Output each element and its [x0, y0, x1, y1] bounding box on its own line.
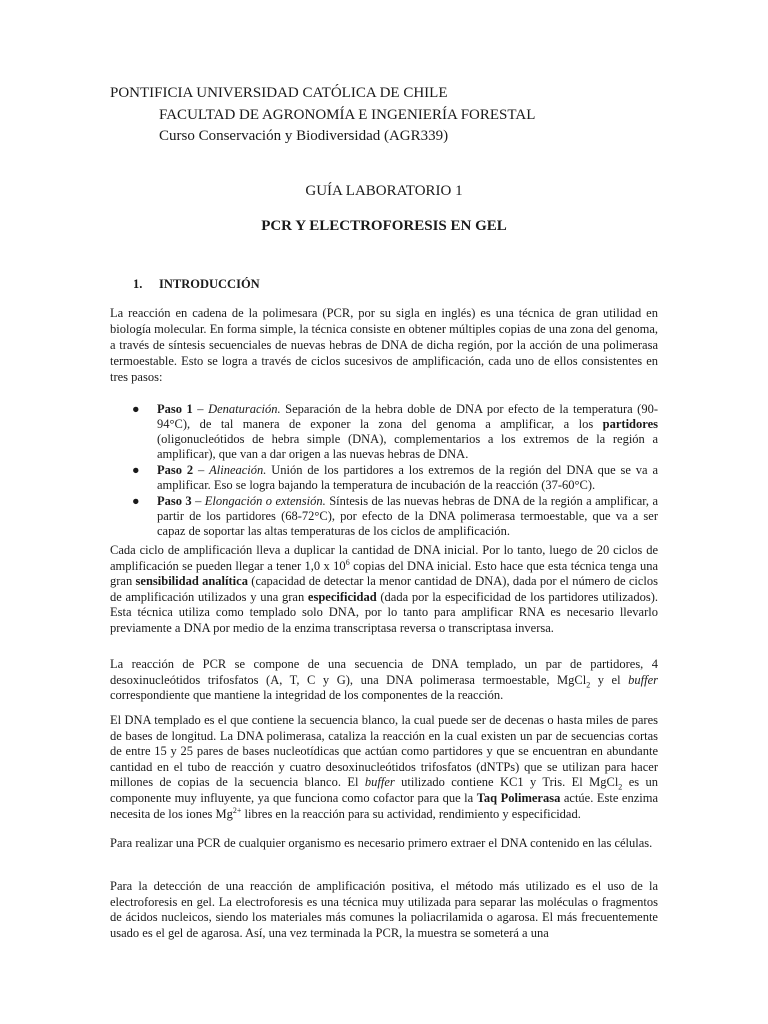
- step-text: Unión de los partidores a los extremos de la región del DNA que se va a amplificar. Eso se logra bajando la temperatura de incubación de la reacción (37-60°C).: [157, 463, 659, 492]
- intro-text: La reacción en cadena de la polimesara (PCR, por su sigla en inglés) es una técnica de gran utilidad en biología molecular. En forma simple, la técnica consiste en obtener múltiples copias de una zona del genoma, a través de síntesis secuenciales de nuevas hebras de DNA de dicha región, por la acción de una polimerasa termoestable. Esto se logra a través de ciclos sucesivos de amplificación, cada uno de ellos consistentes en tres pasos:: [110, 306, 658, 384]
- extraction-paragraph: [110, 836, 658, 852]
- faculty-name: FACULTAD DE AGRONOMÍA E INGENIERÍA FORESTAL: [159, 107, 536, 123]
- step-dash: –: [192, 402, 209, 416]
- bold-term: Taq Polimerasa: [476, 790, 561, 805]
- bullet-icon: ●: [132, 463, 140, 477]
- step-label: Paso 2: [157, 463, 194, 477]
- text-run: Para realizar una PCR de cualquier organismo es necesario primero extraer el DNA contenido en las células.: [110, 836, 653, 850]
- course-name: Curso Conservación y Biodiversidad (AGR339): [159, 128, 449, 144]
- step-dash: –: [191, 494, 205, 508]
- bold-term: especificidad: [307, 589, 377, 604]
- detection-paragraph: [110, 879, 658, 941]
- italic-term: buffer: [628, 672, 658, 687]
- step-label: Paso 1: [157, 402, 193, 416]
- text-run: copias del DNA inicial. Esto hace que esta técnica tenga una gran: [110, 558, 658, 588]
- text-run: (capacidad de detectar la menor cantidad de DNA), dada por el número de ciclos de amplificación utilizados y una gran: [110, 574, 658, 604]
- document-title: PCR Y ELECTROFORESIS EN GEL: [261, 218, 507, 234]
- text-run: actúe. Este enzima necesita de los iones Mg: [110, 790, 658, 821]
- italic-term: buffer: [364, 775, 395, 790]
- step-bold-term: partidores: [602, 417, 658, 431]
- subscript: 2: [618, 782, 623, 792]
- step-name: Alineación.: [209, 463, 267, 477]
- cycles-paragraph: [110, 543, 658, 636]
- step-text-rest: (oligonucleótidos de hebra simple (DNA), complementarios a los extremos de la región a amplificar), que van a dar origen a las nuevas hebras de DNA.: [157, 432, 658, 461]
- guide-label: GUÍA LABORATORIO 1: [305, 183, 463, 199]
- step-text: Síntesis de las nuevas hebras de DNA de la región a amplificar, a partir de los partidores (68-72°C), por efecto de la DNA polimerasa termoestable, que va a ser capaz de soportar las altas temperaturas de los ciclos de amplificación.: [157, 494, 659, 538]
- bullet-icon: ●: [132, 494, 140, 508]
- text-run: La reacción de PCR se compone de una secuencia de DNA templado, un par de partidores, 4 desoxinucleótidos trifosfatos (A, T, C y G), una DNA polimerasa termoestable, MgCl: [110, 657, 658, 687]
- bold-term: sensibilidad analítica: [135, 574, 248, 588]
- text-run: Para la detección de una reacción de amplificación positiva, el método más utilizado es el uso de la electroforesis en gel. La electroforesis es una técnica muy utilizada para separar las moléculas o fragmentos de ácidos nucleicos, siendo los materiales más comunes la poliacrilamida o agarosa. El más frecuentemente usado es el gel de agarosa. Así, una vez terminada la PCR, la muestra se someterá a una: [110, 879, 658, 940]
- list-item: [110, 463, 658, 493]
- text-run: correspondiente que mantiene la integridad de los componentes de la reacción.: [110, 688, 504, 702]
- step-dash: –: [193, 463, 210, 477]
- text-run: es un componente muy influyente, ya que funciona como cofactor para que la: [110, 775, 658, 805]
- text-run: utilizado contiene KC1 y Tris. El MgCl: [394, 775, 619, 790]
- components-paragraph: [110, 657, 658, 704]
- template-paragraph: [110, 713, 658, 822]
- text-run: Cada ciclo de amplificación lleva a duplicar la cantidad de DNA inicial. Por lo tanto, luego de 20 ciclos de amplificación se pueden llegar a tener 1,0 x 10: [110, 543, 658, 573]
- intro-paragraph: [110, 305, 658, 385]
- list-item: [110, 494, 658, 539]
- bullet-icon: ●: [132, 402, 140, 416]
- step-name: Elongación o extensión.: [204, 494, 326, 508]
- step-name: Denaturación.: [208, 402, 281, 416]
- text-run: y el: [590, 672, 629, 687]
- text-run: libres en la reacción para su actividad, rendimiento y especificidad.: [241, 806, 581, 821]
- subscript: 2: [586, 680, 591, 689]
- steps-list: [110, 402, 658, 540]
- step-text: Separación de la hebra doble de DNA por efecto de la temperatura (90-94°C), de tal manera de exponer la zona del genoma a amplificar, a los: [157, 402, 659, 431]
- step-label: Paso 3: [157, 494, 192, 508]
- exponent: 6: [345, 557, 350, 567]
- section-heading: [133, 277, 260, 292]
- text-run: (dada por la especificidad de los partidores utilizados). Esta técnica utiliza como templado solo DNA, por lo tanto para amplificar RNA es necesario llevarlo previamente a DNA por medio de la enzima transcriptasa reversa o transcriptasa inversa.: [110, 589, 658, 635]
- text-run: El DNA templado es el que contiene la secuencia blanco, la cual puede ser de decenas o hasta miles de pares de bases de longitud. La DNA polimerasa, cataliza la reacción en la cual existen un par de secuencias cortas de entre 15 y 25 pares de bases nucleotídicas que actúan como partidores y que se encuentran en abundante cantidad en el tubo de reacción y cuatro desoxinucleótidos trifosfatos (dNTPs) que se utilizan para hacer millones de copias de la secuencia blanco. El: [110, 713, 658, 790]
- section-title: INTRODUCCIÓN: [159, 277, 260, 291]
- superscript: 2+: [232, 805, 242, 815]
- list-item: [110, 402, 658, 462]
- section-number: 1.: [133, 277, 143, 291]
- university-name: PONTIFICIA UNIVERSIDAD CATÓLICA DE CHILE: [110, 85, 448, 101]
